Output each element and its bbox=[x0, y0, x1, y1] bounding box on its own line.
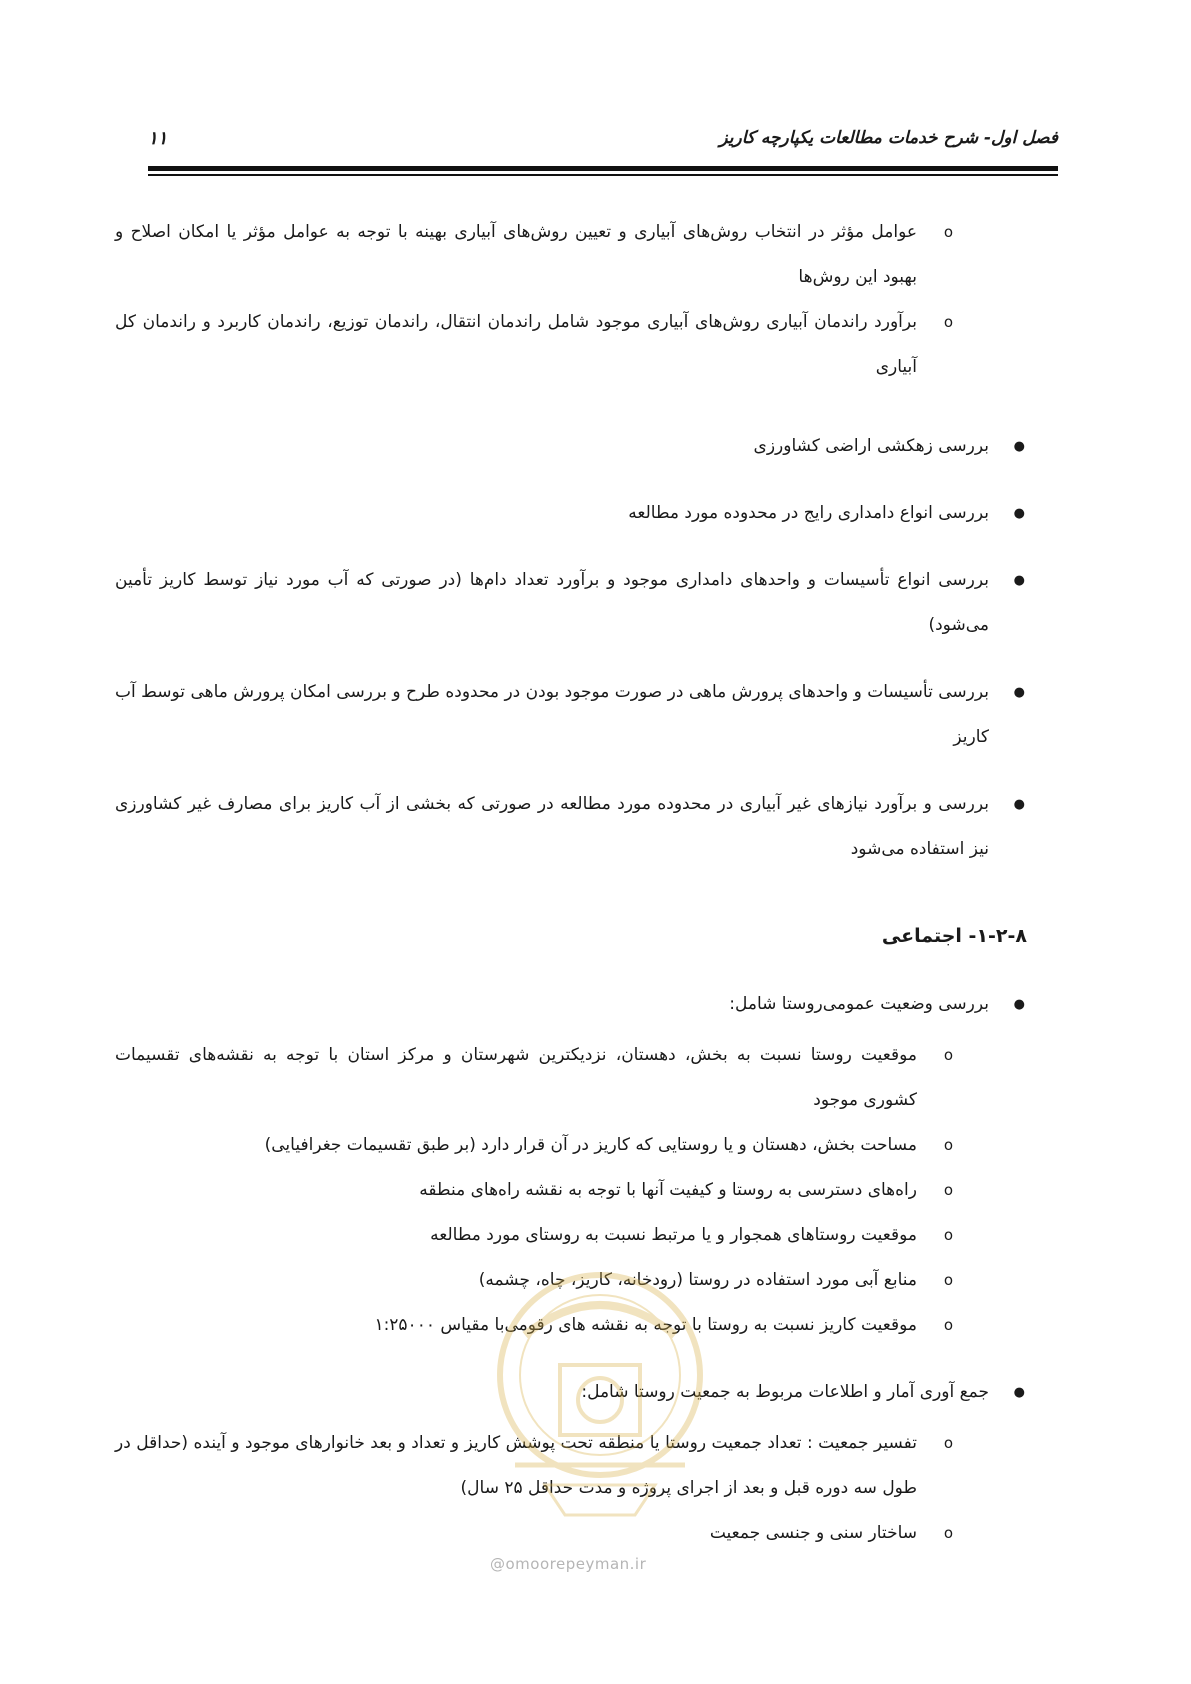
circle-bullet-icon: o bbox=[943, 1271, 953, 1289]
list-item bbox=[115, 1123, 953, 1168]
list-item-text: عوامل مؤثر در انتخاب روش‌های آبیاری و تعیین روش‌های آبیاری بهینه با توجه به عوامل مؤثر یا امکان اصلاح و بهبود این روش‌ها bbox=[115, 222, 917, 287]
circle-bullet-icon: o bbox=[943, 1046, 953, 1064]
circle-bullet-icon: o bbox=[943, 1226, 953, 1244]
header-rule-thick bbox=[148, 166, 1058, 171]
circle-bullet-icon: o bbox=[943, 1316, 953, 1334]
circle-bullet-icon: o bbox=[943, 1434, 953, 1452]
list-item-text: جمع آوری آمار و اطلاعات مربوط به جمعیت روستا شامل: bbox=[581, 1382, 989, 1402]
list-item bbox=[115, 982, 1025, 1027]
disc-bullet-icon: ● bbox=[1013, 573, 1025, 588]
list-item-text: بررسی و برآورد نیازهای غیر آبیاری در محدوده مورد مطالعه در صورتی که بخشی از آب کاریز برای مصارف غیر کشاورزی نیز استفاده می‌شود bbox=[115, 794, 989, 859]
chapter-title: فصل اول- شرح خدمات مطالعات یکپارچه کاریز bbox=[719, 128, 1058, 148]
header-rule-thin bbox=[148, 174, 1058, 176]
list-item-text: موقعیت روستاهای همجوار و یا مرتبط نسبت به روستای مورد مطالعه bbox=[430, 1225, 917, 1245]
list-item-text: تفسیر جمعیت : تعداد جمعیت روستا یا منطقه تحت پوشش کاریز و تعداد و بعد خانوارهای موجود و آینده (حداقل در طول سه دوره قبل و بعد از اجرای پروژه و مدت حداقل ۲۵ سال) bbox=[115, 1433, 917, 1498]
disc-bullet-icon: ● bbox=[1013, 1385, 1025, 1400]
section-heading bbox=[115, 912, 1027, 960]
list-item-text: مساحت بخش، دهستان و یا روستایی که کاریز در آن قرار دارد (بر طبق تقسیمات جغرافیایی) bbox=[264, 1135, 917, 1155]
page-header bbox=[148, 128, 1058, 158]
list-item bbox=[115, 491, 1025, 536]
disc-bullet-icon: ● bbox=[1013, 797, 1025, 812]
disc-bullet-icon: ● bbox=[1013, 506, 1025, 521]
list-item-text: بررسی انواع دامداری رایج در محدوده مورد مطالعه bbox=[628, 503, 989, 523]
disc-bullet-icon: ● bbox=[1013, 685, 1025, 700]
list-item-text: موقعیت روستا نسبت به بخش، دهستان، نزدیکترین شهرستان و مرکز استان با توجه به نقشه‌های تقسیمات کشوری موجود bbox=[115, 1045, 917, 1110]
list-item-text: بررسی انواع تأسیسات و واحدهای دامداری موجود و برآورد تعداد دام‌ها (در صورتی که آب مورد نیاز توسط کاریز تأمین می‌شود) bbox=[115, 570, 989, 635]
list-item-text: ساختار سنی و جنسی جمعیت bbox=[709, 1523, 917, 1543]
disc-bullet-icon: ● bbox=[1013, 997, 1025, 1012]
list-item-text: موقعیت کاریز نسبت به روستا با توجه به نقشه های رقومی‌با مقیاس ۱:۲۵۰۰۰ bbox=[374, 1315, 917, 1335]
list-item bbox=[115, 300, 953, 390]
list-item bbox=[115, 670, 1025, 760]
list-item bbox=[115, 1033, 953, 1123]
disc-bullet-icon: ● bbox=[1013, 439, 1025, 454]
watermark-logo-icon bbox=[485, 1255, 715, 1545]
list-item-text: بررسی زهکشی اراضی کشاورزی bbox=[753, 436, 989, 456]
list-item-text: برآورد راندمان آبیاری روش‌های آبیاری موجود شامل راندمان انتقال، راندمان توزیع، راندمان کاربرد و راندمان کل آبیاری bbox=[115, 312, 917, 377]
list-item-text: بررسی وضعیت عمومی‌روستا شامل: bbox=[729, 994, 989, 1014]
list-item bbox=[115, 424, 1025, 469]
list-item bbox=[115, 782, 1025, 872]
watermark-url: @omoorepeyman.ir bbox=[490, 1555, 647, 1573]
list-item bbox=[115, 558, 1025, 648]
section-number: ۱-۲-۸- bbox=[968, 925, 1027, 947]
list-item bbox=[115, 1168, 953, 1213]
page-number: ۱۱ bbox=[148, 128, 168, 149]
list-item bbox=[115, 210, 953, 300]
circle-bullet-icon: o bbox=[943, 1181, 953, 1199]
list-item-text: منابع آبی مورد استفاده در روستا (رودخانه، کاریز، چاه، چشمه) bbox=[478, 1270, 917, 1290]
list-item-text: بررسی تأسیسات و واحدهای پرورش ماهی در صورت موجود بودن در محدوده طرح و بررسی امکان پرورش ماهی توسط آب کاریز bbox=[115, 682, 989, 747]
list-item bbox=[115, 1213, 953, 1258]
section-title: اجتماعی bbox=[881, 925, 962, 947]
circle-bullet-icon: o bbox=[943, 313, 953, 331]
circle-bullet-icon: o bbox=[943, 1136, 953, 1154]
circle-bullet-icon: o bbox=[943, 223, 953, 241]
circle-bullet-icon: o bbox=[943, 1524, 953, 1542]
list-item-text: راه‌های دسترسی به روستا و کیفیت آنها با توجه به نقشه راه‌های منطقه bbox=[419, 1180, 917, 1200]
